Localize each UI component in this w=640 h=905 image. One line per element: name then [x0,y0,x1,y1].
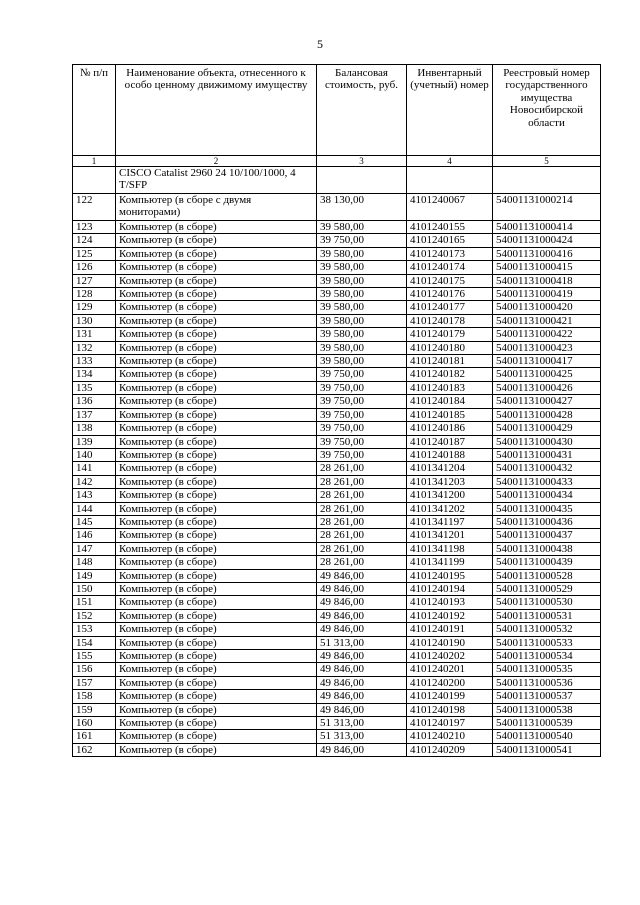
cell-number: 158 [73,690,116,703]
cell-number: 137 [73,408,116,421]
cell-inventory: 4101240191 [407,623,493,636]
cell-registry: 54001131000421 [493,314,601,327]
table-row [73,502,601,515]
cell-number: 128 [73,288,116,301]
cell-name: Компьютер (в сборе) [116,475,317,488]
cell-registry: 54001131000534 [493,650,601,663]
table-row [73,515,601,528]
cell-cost: 49 846,00 [317,582,407,595]
cell-number: 139 [73,435,116,448]
cell-cost: 28 261,00 [317,462,407,475]
cell-inventory: 4101341203 [407,475,493,488]
cell-inventory: 4101240181 [407,355,493,368]
cell-registry: 54001131000438 [493,542,601,555]
cell-name: Компьютер (в сборе) [116,261,317,274]
cell-name: Компьютер (в сборе) [116,703,317,716]
column-header-name: Наименование объекта, отнесенного к особо ценному движимому имуществу [116,65,317,156]
cell-name: Компьютер (в сборе) [116,328,317,341]
cell-name: Компьютер (в сборе) [116,435,317,448]
cell-inventory: 4101240180 [407,341,493,354]
cell-registry: 54001131000541 [493,743,601,756]
cell-name: Компьютер (в сборе) [116,489,317,502]
cell-name: Компьютер (в сборе) [116,274,317,287]
cell-cost: 39 750,00 [317,381,407,394]
table-row [73,247,601,260]
cell-inventory: 4101240067 [407,194,493,221]
cell-registry: 54001131000538 [493,703,601,716]
cell-name: Компьютер (в сборе) [116,368,317,381]
column-number: 3 [317,156,407,167]
cell-number: 160 [73,717,116,730]
cell-cost: 39 580,00 [317,301,407,314]
cell-name: Компьютер (в сборе) [116,381,317,394]
cell-inventory: 4101240184 [407,395,493,408]
cell-registry: 54001131000529 [493,582,601,595]
cell-name: Компьютер (в сборе) [116,582,317,595]
cell-inventory: 4101240193 [407,596,493,609]
cell-inventory: 4101240175 [407,274,493,287]
cell-number: 141 [73,462,116,475]
cell-cost: 28 261,00 [317,542,407,555]
cell-registry: 54001131000436 [493,515,601,528]
cell-cost: 28 261,00 [317,556,407,569]
cell-inventory: 4101240183 [407,381,493,394]
cell-registry: 54001131000419 [493,288,601,301]
cell-registry: 54001131000433 [493,475,601,488]
cell-cost: 39 580,00 [317,341,407,354]
cell-cost: 39 750,00 [317,395,407,408]
property-table [72,64,601,757]
table-row [73,542,601,555]
cell-name: Компьютер (в сборе) [116,314,317,327]
cell-registry: 54001131000531 [493,609,601,622]
cell-name: Компьютер (в сборе) [116,743,317,756]
column-header-inventory: Инвентарный (учетный) номер [407,65,493,156]
table-row [73,314,601,327]
table-row [73,609,601,622]
cell-inventory: 4101240195 [407,569,493,582]
cell-cost: 49 846,00 [317,676,407,689]
cell-name: Компьютер (в сборе) [116,676,317,689]
cell-registry: 54001131000423 [493,341,601,354]
cell-registry: 54001131000533 [493,636,601,649]
cell-number: 122 [73,194,116,221]
table-row [73,636,601,649]
cell-name: Компьютер (в сборе) [116,650,317,663]
cell-inventory: 4101240199 [407,690,493,703]
table-row [73,221,601,234]
cell-cost: 39 750,00 [317,408,407,421]
cell-inventory: 4101240197 [407,717,493,730]
cell-cost: 39 580,00 [317,221,407,234]
cell-number: 148 [73,556,116,569]
cell-number: 135 [73,381,116,394]
table-row [73,422,601,435]
cell-inventory: 4101240200 [407,676,493,689]
cell-inventory: 4101240188 [407,448,493,461]
cell-registry: 54001131000427 [493,395,601,408]
cell-inventory: 4101240165 [407,234,493,247]
cell-registry: 54001131000431 [493,448,601,461]
cell-inventory: 4101240176 [407,288,493,301]
cell-registry [493,167,601,194]
table-row [73,663,601,676]
table-row [73,596,601,609]
cell-cost: 39 580,00 [317,314,407,327]
cell-cost: 49 846,00 [317,703,407,716]
cell-inventory: 4101341197 [407,515,493,528]
cell-cost: 39 750,00 [317,368,407,381]
page-number: 5 [317,37,323,51]
cell-cost: 51 313,00 [317,636,407,649]
cell-name: Компьютер (в сборе) [116,502,317,515]
cell-cost: 51 313,00 [317,717,407,730]
cell-inventory: 4101240210 [407,730,493,743]
cell-name: Компьютер (в сборе) [116,221,317,234]
table-row [73,368,601,381]
cell-number: 130 [73,314,116,327]
table-row [73,475,601,488]
table-row [73,676,601,689]
table-row [73,341,601,354]
cell-number: 153 [73,623,116,636]
cell-number: 143 [73,489,116,502]
cell-cost: 28 261,00 [317,475,407,488]
cell-name: Компьютер (в сборе) [116,596,317,609]
table-row [73,395,601,408]
cell-number: 132 [73,341,116,354]
cell-registry: 54001131000537 [493,690,601,703]
cell-registry: 54001131000528 [493,569,601,582]
table-row [73,690,601,703]
cell-registry: 54001131000415 [493,261,601,274]
column-header-registry: Реестровый номер государственного имущества Новосибирской области [493,65,601,156]
table-row [73,234,601,247]
cell-registry: 54001131000532 [493,623,601,636]
cell-name: Компьютер (в сборе) [116,609,317,622]
cell-cost: 49 846,00 [317,609,407,622]
column-header-cost: Балансовая стоимость, руб. [317,65,407,156]
cell-name: Компьютер (в сборе) [116,462,317,475]
cell-inventory: 4101341204 [407,462,493,475]
cell-cost: 39 750,00 [317,435,407,448]
cell-name: Компьютер (в сборе) [116,301,317,314]
column-number-row [73,156,601,167]
cell-cost: 28 261,00 [317,529,407,542]
cell-number: 134 [73,368,116,381]
cell-name: Компьютер (в сборе) [116,448,317,461]
cell-number: 157 [73,676,116,689]
cell-registry: 54001131000429 [493,422,601,435]
cell-number: 123 [73,221,116,234]
cell-number: 125 [73,247,116,260]
cell-inventory: 4101240190 [407,636,493,649]
cell-number: 136 [73,395,116,408]
cell-cost: 28 261,00 [317,489,407,502]
cell-cost: 39 750,00 [317,422,407,435]
table-row [73,569,601,582]
table-row [73,743,601,756]
cell-inventory: 4101240209 [407,743,493,756]
cell-number: 162 [73,743,116,756]
table-row [73,489,601,502]
cell-cost: 28 261,00 [317,502,407,515]
cell-name: Компьютер (в сборе) [116,730,317,743]
cell-cost: 38 130,00 [317,194,407,221]
cell-name: Компьютер (в сборе) [116,623,317,636]
cell-name: CISCO Catalist 2960 24 10/100/1000, 4 T/SFP [116,167,317,194]
cell-inventory: 4101341198 [407,542,493,555]
cell-name: Компьютер (в сборе с двумя мониторами) [116,194,317,221]
cell-registry: 54001131000536 [493,676,601,689]
cell-cost: 49 846,00 [317,569,407,582]
table-header-row [73,65,601,156]
table-row [73,194,601,221]
column-number: 1 [73,156,116,167]
cell-name: Компьютер (в сборе) [116,395,317,408]
cell-inventory: 4101240179 [407,328,493,341]
cell-registry: 54001131000432 [493,462,601,475]
cell-registry: 54001131000424 [493,234,601,247]
table-row [73,261,601,274]
cell-registry: 54001131000535 [493,663,601,676]
table-row [73,730,601,743]
cell-inventory: 4101341200 [407,489,493,502]
cell-inventory: 4101240202 [407,650,493,663]
cell-number: 151 [73,596,116,609]
cell-number: 127 [73,274,116,287]
cell-number: 140 [73,448,116,461]
cell-inventory: 4101341201 [407,529,493,542]
cell-cost [317,167,407,194]
cell-number: 155 [73,650,116,663]
cell-name: Компьютер (в сборе) [116,556,317,569]
cell-inventory: 4101240174 [407,261,493,274]
cell-number: 124 [73,234,116,247]
cell-cost: 49 846,00 [317,663,407,676]
cell-number: 133 [73,355,116,368]
cell-registry: 54001131000416 [493,247,601,260]
cell-name: Компьютер (в сборе) [116,717,317,730]
carry-over-row [73,167,601,194]
cell-cost: 39 580,00 [317,261,407,274]
column-number: 5 [493,156,601,167]
cell-registry: 54001131000439 [493,556,601,569]
cell-number [73,167,116,194]
cell-registry: 54001131000428 [493,408,601,421]
cell-inventory: 4101240194 [407,582,493,595]
column-number: 2 [116,156,317,167]
cell-name: Компьютер (в сборе) [116,355,317,368]
table-row [73,381,601,394]
table-row [73,717,601,730]
cell-name: Компьютер (в сборе) [116,663,317,676]
cell-number: 154 [73,636,116,649]
cell-number: 152 [73,609,116,622]
cell-name: Компьютер (в сборе) [116,529,317,542]
cell-number: 138 [73,422,116,435]
cell-number: 147 [73,542,116,555]
cell-number: 144 [73,502,116,515]
cell-number: 129 [73,301,116,314]
cell-number: 145 [73,515,116,528]
cell-inventory: 4101341199 [407,556,493,569]
cell-name: Компьютер (в сборе) [116,515,317,528]
cell-cost: 39 580,00 [317,328,407,341]
cell-inventory: 4101240182 [407,368,493,381]
table-row [73,408,601,421]
table-row [73,274,601,287]
cell-name: Компьютер (в сборе) [116,341,317,354]
column-header-number: № п/п [73,65,116,156]
cell-name: Компьютер (в сборе) [116,408,317,421]
cell-inventory: 4101240187 [407,435,493,448]
cell-name: Компьютер (в сборе) [116,636,317,649]
cell-inventory: 4101240173 [407,247,493,260]
cell-name: Компьютер (в сборе) [116,234,317,247]
table-row [73,435,601,448]
cell-number: 150 [73,582,116,595]
cell-number: 126 [73,261,116,274]
cell-inventory [407,167,493,194]
cell-number: 161 [73,730,116,743]
cell-registry: 54001131000430 [493,435,601,448]
cell-name: Компьютер (в сборе) [116,542,317,555]
cell-cost: 49 846,00 [317,623,407,636]
cell-cost: 51 313,00 [317,730,407,743]
cell-inventory: 4101240186 [407,422,493,435]
cell-inventory: 4101240178 [407,314,493,327]
cell-name: Компьютер (в сборе) [116,569,317,582]
cell-cost: 49 846,00 [317,743,407,756]
table-row [73,448,601,461]
table-row [73,703,601,716]
cell-cost: 49 846,00 [317,596,407,609]
table-row [73,355,601,368]
cell-inventory: 4101240185 [407,408,493,421]
cell-registry: 54001131000539 [493,717,601,730]
cell-registry: 54001131000418 [493,274,601,287]
cell-inventory: 4101240192 [407,609,493,622]
cell-registry: 54001131000435 [493,502,601,515]
cell-registry: 54001131000420 [493,301,601,314]
cell-registry: 54001131000425 [493,368,601,381]
cell-number: 142 [73,475,116,488]
cell-name: Компьютер (в сборе) [116,422,317,435]
table-row [73,301,601,314]
cell-cost: 39 580,00 [317,288,407,301]
cell-registry: 54001131000437 [493,529,601,542]
table-row [73,462,601,475]
cell-number: 131 [73,328,116,341]
cell-number: 146 [73,529,116,542]
table-row [73,582,601,595]
table-row [73,556,601,569]
table-row [73,529,601,542]
cell-registry: 54001131000426 [493,381,601,394]
cell-registry: 54001131000414 [493,221,601,234]
cell-name: Компьютер (в сборе) [116,690,317,703]
cell-cost: 49 846,00 [317,690,407,703]
cell-inventory: 4101240177 [407,301,493,314]
cell-cost: 39 580,00 [317,247,407,260]
column-number: 4 [407,156,493,167]
cell-number: 149 [73,569,116,582]
cell-inventory: 4101341202 [407,502,493,515]
table-row [73,288,601,301]
cell-registry: 54001131000434 [493,489,601,502]
cell-inventory: 4101240198 [407,703,493,716]
cell-cost: 39 750,00 [317,448,407,461]
cell-inventory: 4101240201 [407,663,493,676]
cell-cost: 39 580,00 [317,355,407,368]
cell-number: 156 [73,663,116,676]
cell-name: Компьютер (в сборе) [116,247,317,260]
cell-registry: 54001131000417 [493,355,601,368]
cell-registry: 54001131000530 [493,596,601,609]
cell-inventory: 4101240155 [407,221,493,234]
cell-cost: 28 261,00 [317,515,407,528]
cell-cost: 39 750,00 [317,234,407,247]
cell-registry: 54001131000540 [493,730,601,743]
table-row [73,623,601,636]
cell-cost: 39 580,00 [317,274,407,287]
cell-cost: 49 846,00 [317,650,407,663]
cell-registry: 54001131000214 [493,194,601,221]
cell-registry: 54001131000422 [493,328,601,341]
table-row [73,328,601,341]
table-row [73,650,601,663]
cell-number: 159 [73,703,116,716]
cell-name: Компьютер (в сборе) [116,288,317,301]
